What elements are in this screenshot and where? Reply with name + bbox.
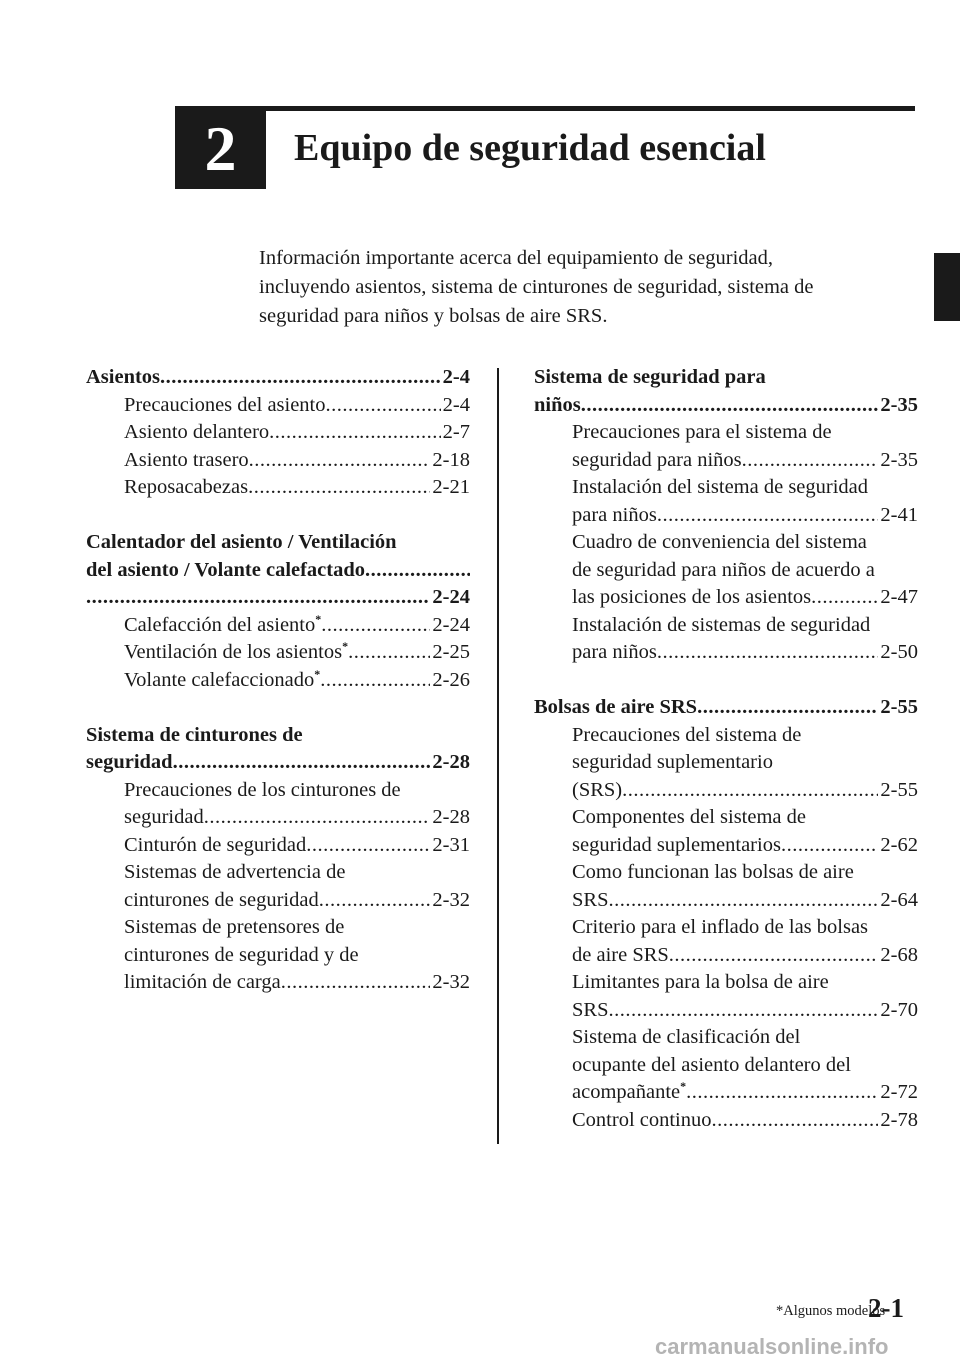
toc-entry-link[interactable]	[124, 832, 470, 860]
toc-entry-text: Asiento delantero	[124, 421, 270, 443]
leader-dots	[781, 832, 878, 860]
toc-entry-text: Como funcionan las bolsas de aire	[572, 861, 854, 883]
leader-dots	[608, 887, 878, 915]
toc-entry-list	[572, 722, 918, 1135]
toc-entry-text: Precauciones del sistema de	[572, 723, 802, 746]
some-models-mark: *	[342, 639, 349, 654]
leader-dots	[248, 474, 430, 502]
toc-entry-text: Volante calefaccionado	[124, 668, 315, 691]
toc-entry-list	[572, 419, 918, 667]
leader-dots	[622, 777, 878, 805]
toc-entry-text: las posiciones de los asientos	[572, 586, 812, 608]
section-page-number: 2-35	[880, 393, 918, 416]
toc-entry-label	[124, 804, 204, 832]
leader-dots	[697, 694, 878, 722]
leader-dots	[365, 557, 470, 585]
toc-entry-link[interactable]	[124, 419, 470, 447]
toc-entry-text: Sistemas de advertencia de	[124, 861, 346, 883]
entry-page-number: 2-21	[432, 476, 470, 498]
toc-entry-line	[572, 914, 918, 942]
leader-dots	[581, 392, 879, 420]
toc-section	[534, 694, 918, 1134]
toc-entry-text: SRS	[572, 998, 609, 1021]
entry-page-number: 2-70	[880, 998, 918, 1021]
entry-page-number: 2-64	[880, 888, 918, 911]
leader-dots	[657, 639, 879, 667]
toc-entry-text: de seguridad para niños de acuerdo a	[572, 558, 875, 581]
toc-entry-link[interactable]	[124, 969, 470, 997]
leader-dots	[249, 447, 431, 475]
toc-entry-label	[572, 942, 669, 970]
toc-entry-text: seguridad para niños	[572, 448, 742, 471]
watermark: carmanualsonline.info	[655, 1334, 889, 1359]
section-heading-text: Asientos	[86, 366, 161, 388]
toc-entry-line	[124, 914, 470, 942]
toc-entry-link[interactable]	[572, 942, 918, 970]
toc-entry-line	[572, 804, 918, 832]
entry-page-number: 2-41	[880, 503, 918, 526]
toc-entry-list	[124, 777, 470, 997]
intro-line: incluyendo asientos, sistema de cinturones de seguridad, sistema de	[259, 276, 814, 298]
toc-entry-line	[572, 612, 918, 640]
toc-entry-label	[124, 969, 281, 997]
footer-note: *Algunos modelos	[776, 1303, 886, 1319]
toc-entry-link[interactable]	[572, 584, 918, 612]
toc-entry-text: Instalación de sistemas de seguridad	[572, 613, 871, 636]
toc-entry-line	[572, 474, 918, 502]
toc-entry-line	[124, 777, 470, 805]
some-models-mark: *	[314, 666, 321, 681]
toc-entry-text: seguridad	[124, 806, 204, 828]
entry-page-number: 2-32	[432, 971, 470, 993]
toc-entry-text: Cuadro de conveniencia del sistema	[572, 531, 867, 553]
section-page-number: 2-28	[432, 751, 470, 773]
toc-entry-text: Instalación del sistema de seguridad	[572, 476, 869, 498]
section-page-number: 2-55	[880, 696, 918, 718]
toc-entry-link[interactable]	[572, 887, 918, 915]
chapter-intro	[259, 244, 909, 331]
entry-page-number: 2-4	[442, 393, 470, 416]
toc-entry-label	[124, 419, 269, 447]
entry-page-number: 2-35	[880, 448, 918, 471]
leader-dots	[348, 639, 430, 667]
toc-entry-link[interactable]	[124, 804, 470, 832]
entry-page-number: 2-62	[880, 833, 918, 856]
some-models-mark: *	[680, 1079, 687, 1094]
leader-dots	[608, 997, 878, 1025]
toc-entry-label	[572, 447, 742, 475]
toc-left-column	[86, 364, 470, 1024]
toc-entry-line	[572, 419, 918, 447]
toc-entry-label	[124, 474, 248, 502]
toc-entry-link[interactable]	[124, 887, 470, 915]
leader-dots	[811, 584, 878, 612]
toc-entry-text: cinturones de seguridad y de	[124, 943, 359, 966]
toc-entry-link[interactable]	[124, 447, 470, 475]
toc-entry-text: cinturones de seguridad	[124, 888, 319, 911]
entry-page-number: 2-55	[880, 778, 918, 801]
toc-entry-text: acompañante	[572, 1081, 681, 1103]
toc-section-link[interactable]	[534, 694, 918, 722]
column-divider	[497, 368, 499, 1144]
entry-page-number: 2-31	[432, 833, 470, 856]
toc-entry-label	[572, 887, 608, 915]
entry-page-number: 2-68	[880, 943, 918, 966]
leader-dots	[686, 1079, 878, 1107]
leader-dots	[173, 749, 431, 777]
toc-entry-link[interactable]	[124, 392, 470, 420]
toc-entry-text: (SRS)	[572, 778, 623, 801]
chapter-number: 2	[204, 113, 237, 184]
section-heading-text: niños	[534, 393, 581, 416]
leader-dots	[657, 502, 879, 530]
leader-dots	[742, 447, 879, 475]
toc-entry-line	[572, 1052, 918, 1080]
toc-entry-text: Componentes del sistema de	[572, 806, 806, 828]
toc-section-link[interactable]	[86, 749, 470, 777]
some-models-mark: *	[315, 611, 322, 626]
toc-section	[86, 364, 470, 502]
toc-entry-line	[572, 529, 918, 557]
toc-section	[534, 364, 918, 667]
leader-dots	[712, 1107, 879, 1135]
toc-entry-line	[572, 859, 918, 887]
entry-page-number: 2-28	[432, 806, 470, 828]
section-heading-line	[86, 557, 470, 585]
toc-entry-text: seguridad suplementarios	[572, 833, 781, 856]
toc-entry-text: Precauciones del asiento	[124, 393, 326, 416]
toc-entry-label	[124, 392, 326, 420]
page-number: 2-1	[868, 1293, 904, 1323]
intro-line: seguridad para niños y bolsas de aire SRS.	[259, 305, 608, 327]
toc-entry-text: para niños	[572, 503, 657, 526]
toc-entry-link[interactable]	[572, 1107, 918, 1135]
chapter-header-rule	[175, 106, 915, 111]
toc-entry-label	[572, 1107, 712, 1135]
section-heading-text: Sistema de seguridad para	[534, 366, 766, 388]
toc-entry-line	[572, 557, 918, 585]
section-heading-text: Bolsas de aire SRS	[534, 696, 698, 718]
toc-section	[86, 722, 470, 997]
toc-entry-text: seguridad suplementario	[572, 751, 773, 773]
leader-dots	[321, 612, 430, 640]
toc-entry-link[interactable]	[124, 474, 470, 502]
leader-dots	[306, 832, 430, 860]
toc-entry-label	[124, 667, 320, 695]
toc-section-link[interactable]	[534, 392, 918, 420]
leader-dots	[669, 942, 879, 970]
toc-right-column	[534, 364, 918, 1162]
toc-entry-label	[572, 777, 622, 805]
leader-dots	[204, 804, 431, 832]
chapter-number-box	[175, 109, 266, 189]
chapter-title: Equipo de seguridad esencial	[294, 127, 766, 169]
leader-dots	[160, 364, 441, 392]
section-heading-line	[86, 722, 470, 750]
toc-entry-text: Sistema de clasificación del	[572, 1026, 801, 1048]
entry-page-number: 2-25	[432, 641, 470, 663]
toc-entry-text: Asiento trasero	[124, 448, 249, 471]
toc-section-link[interactable]	[86, 364, 470, 392]
section-page-number: 2-4	[442, 366, 470, 388]
toc-entry-text: Limitantes para la bolsa de aire	[572, 971, 829, 993]
leader-dots	[269, 419, 441, 447]
section-page-number: 2-24	[432, 586, 470, 608]
section-heading-text: Sistema de cinturones de	[86, 723, 303, 746]
chapter-thumb-tab	[934, 253, 960, 321]
toc-entry-label	[572, 502, 657, 530]
toc-entry-label	[572, 584, 811, 612]
entry-page-number: 2-18	[432, 448, 470, 471]
toc-entry-text: Precauciones de los cinturones de	[124, 778, 401, 801]
toc-entry-line	[572, 722, 918, 750]
toc-entry-label	[124, 447, 249, 475]
toc-entry-label	[124, 832, 306, 860]
entry-page-number: 2-47	[880, 586, 918, 608]
entry-page-number: 2-50	[880, 641, 918, 663]
toc-entry-link[interactable]	[572, 639, 918, 667]
section-heading-line	[86, 529, 470, 557]
toc-entry-label	[572, 997, 608, 1025]
section-heading-text: del asiento / Volante calefactado	[86, 558, 366, 581]
toc-entry-link[interactable]	[124, 667, 470, 695]
toc-entry-label	[572, 639, 657, 667]
toc-entry-line	[124, 942, 470, 970]
entry-page-number: 2-72	[880, 1081, 918, 1103]
section-heading-line	[534, 364, 918, 392]
toc-entry-line	[572, 749, 918, 777]
entry-page-number: 2-32	[432, 888, 470, 911]
toc-entry-text: ocupante del asiento delantero del	[572, 1053, 851, 1076]
toc-entry-label	[572, 832, 781, 860]
toc-entry-link[interactable]	[572, 777, 918, 805]
toc-entry-text: de aire SRS	[572, 943, 669, 966]
toc-entry-line	[124, 859, 470, 887]
toc-section	[86, 529, 470, 694]
toc-entry-text: Calefacción del asiento	[124, 613, 316, 636]
toc-section-link[interactable]	[86, 584, 470, 612]
section-heading-text: Calentador del asiento / Ventilación	[86, 531, 397, 553]
toc-entry-text: Criterio para el inflado de las bolsas	[572, 916, 869, 938]
toc-entry-text: Sistemas de pretensores de	[124, 916, 345, 938]
toc-entry-link[interactable]	[572, 447, 918, 475]
toc-entry-text: Reposacabezas	[124, 476, 249, 498]
toc-entry-text: limitación de carga	[124, 971, 281, 993]
toc-entry-link[interactable]	[572, 502, 918, 530]
toc-entry-line	[572, 969, 918, 997]
toc-entry-text: para niños	[572, 641, 657, 663]
toc-entry-link[interactable]	[124, 612, 470, 640]
toc-entry-link[interactable]	[124, 639, 470, 667]
toc-entry-text: Ventilación de los asientos	[124, 641, 343, 663]
entry-page-number: 2-26	[432, 668, 470, 691]
leader-dots	[281, 969, 431, 997]
toc-entry-text: Control continuo	[572, 1108, 712, 1131]
leader-dots	[86, 584, 430, 612]
toc-entry-label	[124, 612, 321, 640]
toc-entry-link[interactable]	[572, 1079, 918, 1107]
toc-entry-label	[124, 639, 348, 667]
leader-dots	[319, 887, 431, 915]
entry-page-number: 2-78	[880, 1108, 918, 1131]
intro-line: Información importante acerca del equipamiento de seguridad,	[259, 247, 773, 269]
entry-page-number: 2-24	[432, 613, 470, 636]
leader-dots	[326, 392, 441, 420]
toc-entry-label	[124, 887, 319, 915]
toc-entry-list	[124, 612, 470, 695]
leader-dots	[320, 667, 430, 695]
toc-entry-label	[572, 1079, 686, 1107]
toc-entry-link[interactable]	[572, 832, 918, 860]
toc-entry-list	[124, 392, 470, 502]
toc-entry-text: Precauciones para el sistema de	[572, 421, 832, 443]
toc-entry-line	[572, 1024, 918, 1052]
toc-entry-link[interactable]	[572, 997, 918, 1025]
toc-entry-text: Cinturón de seguridad	[124, 833, 307, 856]
entry-page-number: 2-7	[442, 421, 470, 443]
section-heading-text: seguridad	[86, 751, 173, 773]
toc-entry-text: SRS	[572, 888, 609, 911]
